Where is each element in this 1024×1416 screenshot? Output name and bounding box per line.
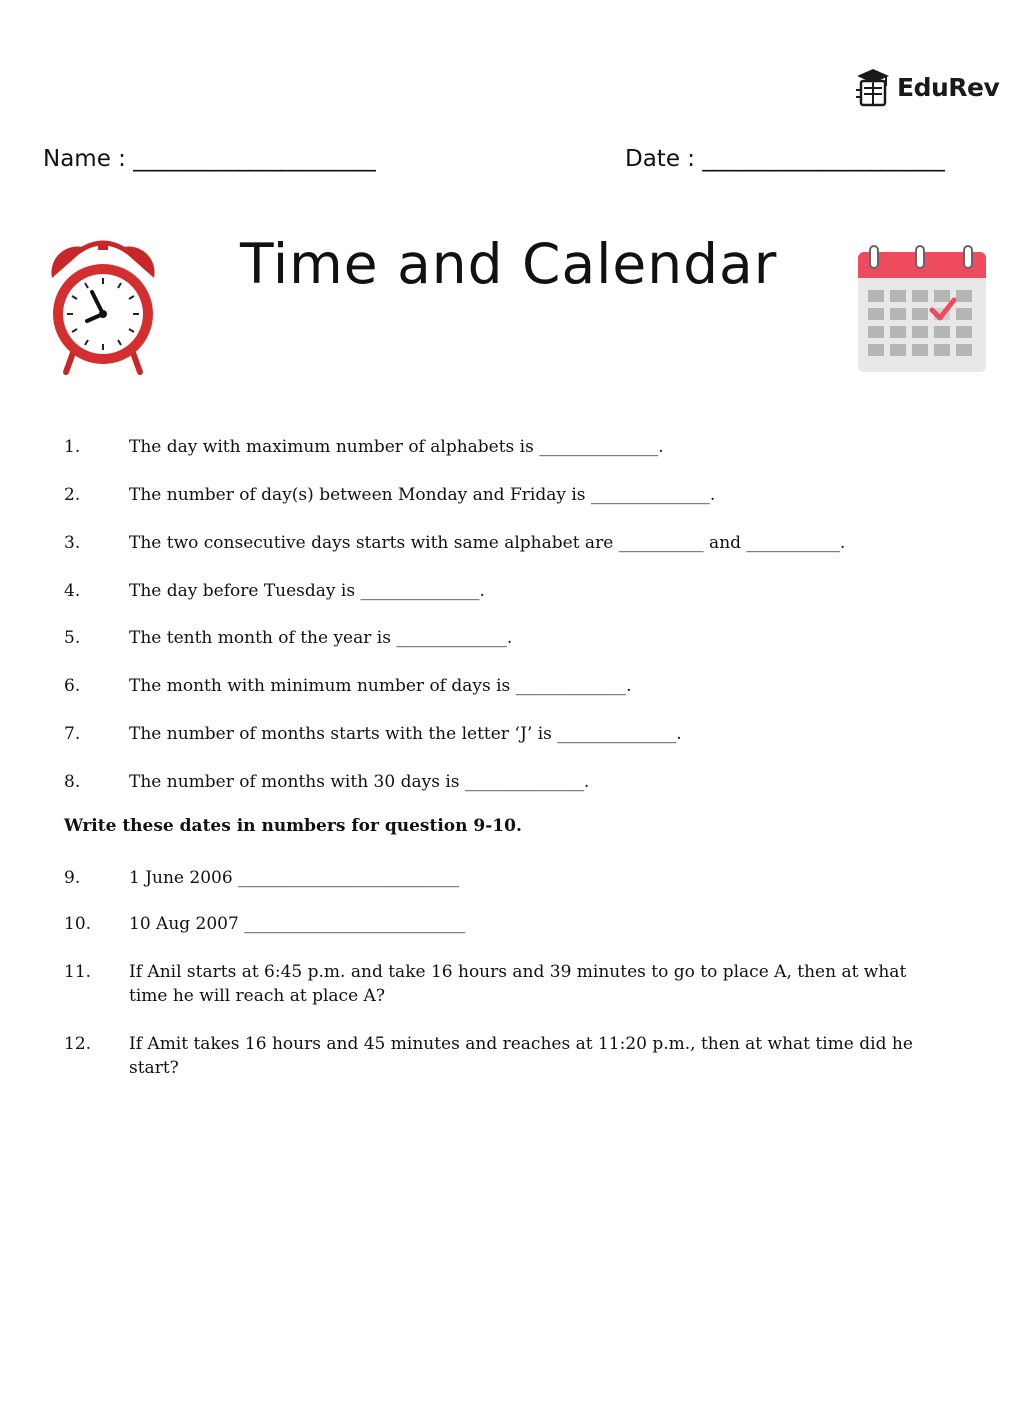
date-blank: _______________________ <box>702 146 944 172</box>
question-text: The tenth month of the year is _____________. <box>129 628 513 648</box>
question-text: The number of months with 30 days is ______________. <box>129 772 590 792</box>
question-number: 10. <box>64 914 92 934</box>
brand-name: EduRev <box>897 72 1000 102</box>
question-number: 6. <box>64 676 81 696</box>
question-number: 7. <box>64 724 81 744</box>
question-text: The two consecutive days starts with same alphabet are __________ and ___________. <box>129 533 846 553</box>
name-blank: _______________________ <box>133 146 375 172</box>
question-number: 9. <box>64 868 81 888</box>
name-label: Name : <box>43 146 126 172</box>
date-label: Date : <box>625 146 696 172</box>
question-text: The day before Tuesday is ______________. <box>129 581 485 601</box>
graduation-cap-icon <box>853 66 893 108</box>
calendar-icon <box>856 244 988 376</box>
question-number: 4. <box>64 581 81 601</box>
question-text: The day with maximum number of alphabets is ______________. <box>129 437 664 457</box>
alarm-clock-icon <box>46 238 160 376</box>
edurev-logo <box>853 66 999 108</box>
page-title: Time and Calendar <box>240 232 778 296</box>
date-field[interactable] <box>625 146 944 172</box>
question-text: The month with minimum number of days is _____________. <box>129 676 632 696</box>
name-field[interactable] <box>43 146 375 172</box>
question-number: 1. <box>64 437 81 457</box>
question-number: 5. <box>64 628 81 648</box>
section-heading: Write these dates in numbers for question 9-10. <box>64 816 522 836</box>
question-text: 1 June 2006 __________________________ <box>129 868 460 888</box>
question-number: 8. <box>64 772 81 792</box>
question-text: The number of day(s) between Monday and Friday is ______________. <box>129 485 716 505</box>
question-number: 2. <box>64 485 81 505</box>
question-number: 11. <box>64 962 92 982</box>
question-text: If Anil starts at 6:45 p.m. and take 16 hours and 39 minutes to go to place A, then at what time he will reach at place A? <box>129 962 907 1006</box>
question-text: If Amit takes 16 hours and 45 minutes and reaches at 11:20 p.m., then at what time did he start? <box>129 1034 913 1078</box>
question-text: 10 Aug 2007 __________________________ <box>129 914 466 934</box>
question-number: 12. <box>64 1034 92 1054</box>
question-number: 3. <box>64 533 81 553</box>
question-text: The number of months starts with the letter ‘J’ is ______________. <box>129 724 682 744</box>
